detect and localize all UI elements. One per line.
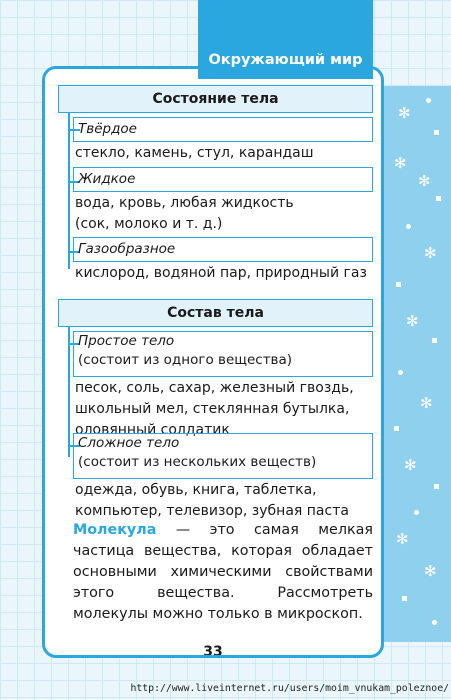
dot-icon [414, 510, 419, 515]
flower-icon: ✻ [420, 394, 433, 412]
state-examples: (сок, молоко и т. д.) [75, 216, 223, 232]
composition-box-simple [73, 331, 373, 377]
state-examples: кислород, водяной пар, природный газ [75, 265, 367, 281]
watermark-url: http://www.liveinternet.ru/users/moim_vnukam_poleznoe/ [130, 683, 449, 694]
composition-examples: школьный мел, стеклянная бутылка, [75, 401, 350, 417]
page-number: 33 [203, 644, 223, 658]
flower-icon: ✻ [396, 530, 409, 548]
dot-icon [426, 98, 431, 103]
composition-connector-line [68, 327, 70, 457]
dot-icon [432, 620, 437, 625]
definition-text: — это самая мелкая частица вещества, которая обладает основными химическими свойствами этого вещества. Рассмотреть молекулы можно только в микроскоп. [73, 522, 373, 622]
square-icon [434, 484, 439, 489]
square-icon [396, 282, 401, 287]
state-examples: стекло, камень, стул, карандаш [75, 145, 314, 161]
flower-icon: ✻ [406, 312, 419, 330]
definition-paragraph [73, 520, 373, 625]
state-label: Газообразное [78, 241, 176, 257]
dot-icon [398, 370, 403, 375]
state-label: Жидкое [78, 171, 136, 187]
composition-examples: песок, соль, сахар, железный гвоздь, [75, 380, 354, 396]
composition-label: Сложное тело [78, 435, 180, 451]
square-icon [434, 130, 439, 135]
composition-examples: одежда, обувь, книга, таблетка, [75, 482, 317, 498]
side-decoration-strip [384, 86, 451, 642]
state-examples: вода, кровь, любая жидкость [75, 195, 294, 211]
square-icon [432, 338, 437, 343]
state-box-liquid [73, 167, 373, 192]
section-title: Окружающий мир [198, 41, 373, 79]
flower-icon: ✻ [404, 456, 417, 474]
dot-icon [406, 224, 411, 229]
flower-icon: ✻ [424, 562, 437, 580]
state-box-solid [73, 117, 373, 142]
state-label: Твёрдое [78, 121, 137, 137]
composition-box-complex [73, 433, 373, 479]
composition-title: Состав тела [58, 299, 373, 327]
states-title: Состояние тела [58, 85, 373, 113]
flower-icon: ✻ [424, 244, 437, 262]
composition-note: (состоит из нескольких веществ) [78, 454, 317, 470]
flower-icon: ✻ [394, 154, 407, 172]
definition-term: Молекула [73, 522, 157, 538]
composition-examples: компьютер, телевизор, зубная паста [75, 503, 349, 519]
square-icon [436, 196, 441, 201]
content-card [42, 66, 384, 658]
state-box-gas [73, 237, 373, 262]
states-connector-line [68, 113, 70, 269]
square-icon [402, 596, 407, 601]
composition-examples: оловянный солдатик [75, 422, 230, 438]
composition-note: (состоит из одного вещества) [78, 352, 293, 368]
flower-icon: ✻ [398, 104, 411, 122]
flower-icon: ✻ [418, 172, 431, 190]
square-icon [394, 426, 399, 431]
composition-label: Простое тело [78, 333, 175, 349]
